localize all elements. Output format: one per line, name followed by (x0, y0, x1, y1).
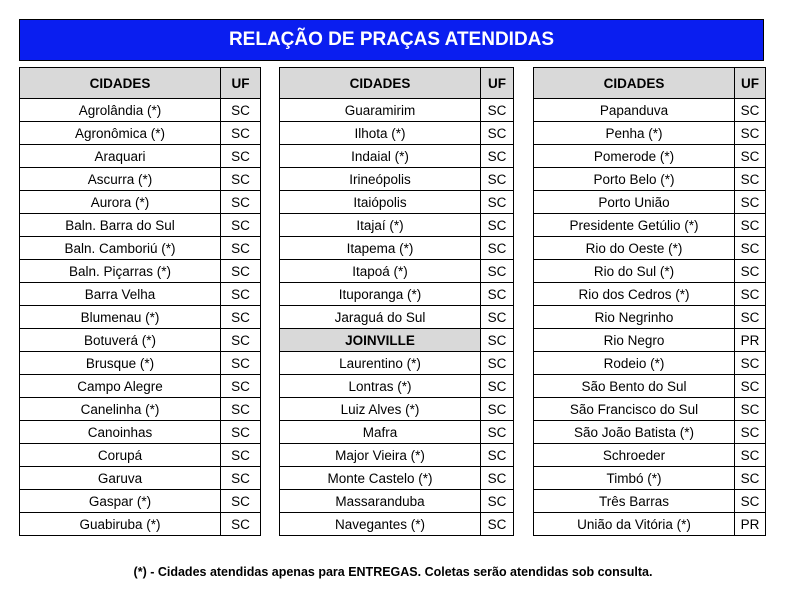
city-cell: Agronômica (*) (20, 122, 221, 145)
table-row (280, 490, 514, 513)
table-row (280, 99, 514, 122)
uf-cell: SC (221, 99, 261, 122)
table-row (20, 352, 261, 375)
table-row (534, 421, 766, 444)
uf-cell: SC (481, 329, 514, 352)
city-cell: Major Vieira (*) (280, 444, 481, 467)
table-row (534, 490, 766, 513)
city-cell: Canoinhas (20, 421, 221, 444)
uf-cell: PR (735, 513, 766, 536)
city-cell: Irineópolis (280, 168, 481, 191)
page-title: RELAÇÃO DE PRAÇAS ATENDIDAS (19, 19, 764, 61)
uf-cell: SC (221, 467, 261, 490)
city-cell: Brusque (*) (20, 352, 221, 375)
uf-cell: SC (735, 398, 766, 421)
city-cell: Agrolândia (*) (20, 99, 221, 122)
city-cell: São João Batista (*) (534, 421, 735, 444)
city-cell: Itapema (*) (280, 237, 481, 260)
table-row (280, 444, 514, 467)
header-cities: CIDADES (534, 68, 735, 99)
table-row (534, 214, 766, 237)
city-cell: Mafra (280, 421, 481, 444)
uf-cell: SC (735, 352, 766, 375)
table-row (280, 168, 514, 191)
city-cell: Guabiruba (*) (20, 513, 221, 536)
uf-cell: SC (735, 122, 766, 145)
uf-cell: SC (481, 375, 514, 398)
city-cell: Rio Negrinho (534, 306, 735, 329)
city-cell: Jaraguá do Sul (280, 306, 481, 329)
table-header-row (280, 68, 514, 99)
cities-table-3 (533, 67, 766, 536)
table-row (534, 122, 766, 145)
city-cell: São Bento do Sul (534, 375, 735, 398)
uf-cell: SC (735, 306, 766, 329)
table-row (534, 375, 766, 398)
uf-cell: SC (221, 490, 261, 513)
city-cell: JOINVILLE (280, 329, 481, 352)
uf-cell: SC (221, 421, 261, 444)
uf-cell: SC (735, 99, 766, 122)
table-row (534, 191, 766, 214)
uf-cell: SC (481, 168, 514, 191)
table-row (20, 444, 261, 467)
table-row (280, 122, 514, 145)
table-row (534, 306, 766, 329)
table-row (20, 145, 261, 168)
uf-cell: SC (481, 283, 514, 306)
uf-cell: SC (221, 306, 261, 329)
table-row (280, 145, 514, 168)
uf-cell: SC (481, 467, 514, 490)
table-row (534, 260, 766, 283)
table-row (280, 329, 514, 352)
table-row (20, 283, 261, 306)
uf-cell: PR (735, 329, 766, 352)
uf-cell: SC (221, 444, 261, 467)
city-cell: Monte Castelo (*) (280, 467, 481, 490)
uf-cell: SC (481, 352, 514, 375)
city-cell: Presidente Getúlio (*) (534, 214, 735, 237)
footnote: (*) - Cidades atendidas apenas para ENTREGAS. Coletas serão atendidas sob consulta. (133, 565, 653, 579)
city-cell: Porto União (534, 191, 735, 214)
uf-cell: SC (735, 260, 766, 283)
uf-cell: SC (735, 214, 766, 237)
table-row (534, 513, 766, 536)
table-row (20, 99, 261, 122)
city-cell: Garuva (20, 467, 221, 490)
city-cell: Itapoá (*) (280, 260, 481, 283)
city-cell: Itaiópolis (280, 191, 481, 214)
uf-cell: SC (481, 145, 514, 168)
uf-cell: SC (735, 168, 766, 191)
city-cell: São Francisco do Sul (534, 398, 735, 421)
uf-cell: SC (221, 329, 261, 352)
uf-cell: SC (221, 145, 261, 168)
city-cell: Rio Negro (534, 329, 735, 352)
table-row (534, 99, 766, 122)
table-row (534, 444, 766, 467)
uf-cell: SC (221, 283, 261, 306)
table-row (20, 513, 261, 536)
table-row (534, 467, 766, 490)
uf-cell: SC (735, 375, 766, 398)
table-header-row (20, 68, 261, 99)
uf-cell: SC (221, 191, 261, 214)
uf-cell: SC (481, 398, 514, 421)
table-row (280, 421, 514, 444)
table-row (20, 168, 261, 191)
uf-cell: SC (221, 398, 261, 421)
table-row (20, 122, 261, 145)
uf-cell: SC (735, 191, 766, 214)
city-cell: Massaranduba (280, 490, 481, 513)
city-cell: Campo Alegre (20, 375, 221, 398)
city-cell: Guaramirim (280, 99, 481, 122)
city-cell: Baln. Camboriú (*) (20, 237, 221, 260)
table-row (280, 352, 514, 375)
table-row (534, 283, 766, 306)
table-row (534, 398, 766, 421)
uf-cell: SC (481, 513, 514, 536)
cities-table-2 (279, 67, 514, 536)
uf-cell: SC (481, 444, 514, 467)
uf-cell: SC (221, 260, 261, 283)
table-row (280, 283, 514, 306)
header-cities: CIDADES (280, 68, 481, 99)
table-row (534, 352, 766, 375)
uf-cell: SC (481, 306, 514, 329)
cities-table-1 (19, 67, 261, 536)
uf-cell: SC (481, 191, 514, 214)
table-row (20, 191, 261, 214)
city-cell: Gaspar (*) (20, 490, 221, 513)
table-row (20, 375, 261, 398)
uf-cell: SC (481, 490, 514, 513)
table-row (534, 145, 766, 168)
city-cell: Laurentino (*) (280, 352, 481, 375)
uf-cell: SC (735, 237, 766, 260)
uf-cell: SC (481, 260, 514, 283)
city-cell: Araquari (20, 145, 221, 168)
uf-cell: SC (481, 214, 514, 237)
uf-cell: SC (221, 352, 261, 375)
table-row (280, 214, 514, 237)
city-cell: Indaial (*) (280, 145, 481, 168)
uf-cell: SC (481, 99, 514, 122)
city-cell: Três Barras (534, 490, 735, 513)
uf-cell: SC (481, 237, 514, 260)
city-cell: Rio dos Cedros (*) (534, 283, 735, 306)
uf-cell: SC (221, 375, 261, 398)
city-cell: Itajaí (*) (280, 214, 481, 237)
table-row (280, 260, 514, 283)
table-row (534, 168, 766, 191)
table-row (280, 375, 514, 398)
uf-cell: SC (481, 421, 514, 444)
table-row (20, 329, 261, 352)
table-row (280, 467, 514, 490)
table-row (534, 329, 766, 352)
table-row (280, 191, 514, 214)
table-row (20, 260, 261, 283)
city-cell: Rio do Oeste (*) (534, 237, 735, 260)
table-row (280, 306, 514, 329)
table-row (280, 398, 514, 421)
uf-cell: SC (221, 513, 261, 536)
city-cell: União da Vitória (*) (534, 513, 735, 536)
table-row (20, 237, 261, 260)
uf-cell: SC (221, 168, 261, 191)
table-row (20, 214, 261, 237)
city-cell: Rio do Sul (*) (534, 260, 735, 283)
uf-cell: SC (481, 122, 514, 145)
city-cell: Blumenau (*) (20, 306, 221, 329)
header-uf: UF (735, 68, 766, 99)
city-cell: Ascurra (*) (20, 168, 221, 191)
city-cell: Rodeio (*) (534, 352, 735, 375)
uf-cell: SC (221, 214, 261, 237)
city-cell: Schroeder (534, 444, 735, 467)
uf-cell: SC (735, 490, 766, 513)
header-uf: UF (481, 68, 514, 99)
city-cell: Baln. Barra do Sul (20, 214, 221, 237)
uf-cell: SC (221, 122, 261, 145)
uf-cell: SC (735, 467, 766, 490)
city-cell: Ilhota (*) (280, 122, 481, 145)
table-row (20, 398, 261, 421)
uf-cell: SC (735, 444, 766, 467)
table-row (20, 490, 261, 513)
city-cell: Luiz Alves (*) (280, 398, 481, 421)
city-cell: Timbó (*) (534, 467, 735, 490)
city-cell: Botuverá (*) (20, 329, 221, 352)
city-cell: Lontras (*) (280, 375, 481, 398)
city-cell: Barra Velha (20, 283, 221, 306)
city-cell: Penha (*) (534, 122, 735, 145)
city-cell: Ituporanga (*) (280, 283, 481, 306)
table-row (20, 306, 261, 329)
table-row (20, 421, 261, 444)
city-cell: Corupá (20, 444, 221, 467)
table-header-row (534, 68, 766, 99)
city-cell: Navegantes (*) (280, 513, 481, 536)
header-cities: CIDADES (20, 68, 221, 99)
city-cell: Papanduva (534, 99, 735, 122)
table-row (20, 467, 261, 490)
uf-cell: SC (221, 237, 261, 260)
table-row (280, 237, 514, 260)
city-cell: Pomerode (*) (534, 145, 735, 168)
uf-cell: SC (735, 145, 766, 168)
city-cell: Baln. Piçarras (*) (20, 260, 221, 283)
uf-cell: SC (735, 421, 766, 444)
uf-cell: SC (735, 283, 766, 306)
table-row (280, 513, 514, 536)
city-cell: Porto Belo (*) (534, 168, 735, 191)
table-row (534, 237, 766, 260)
city-cell: Canelinha (*) (20, 398, 221, 421)
header-uf: UF (221, 68, 261, 99)
city-cell: Aurora (*) (20, 191, 221, 214)
